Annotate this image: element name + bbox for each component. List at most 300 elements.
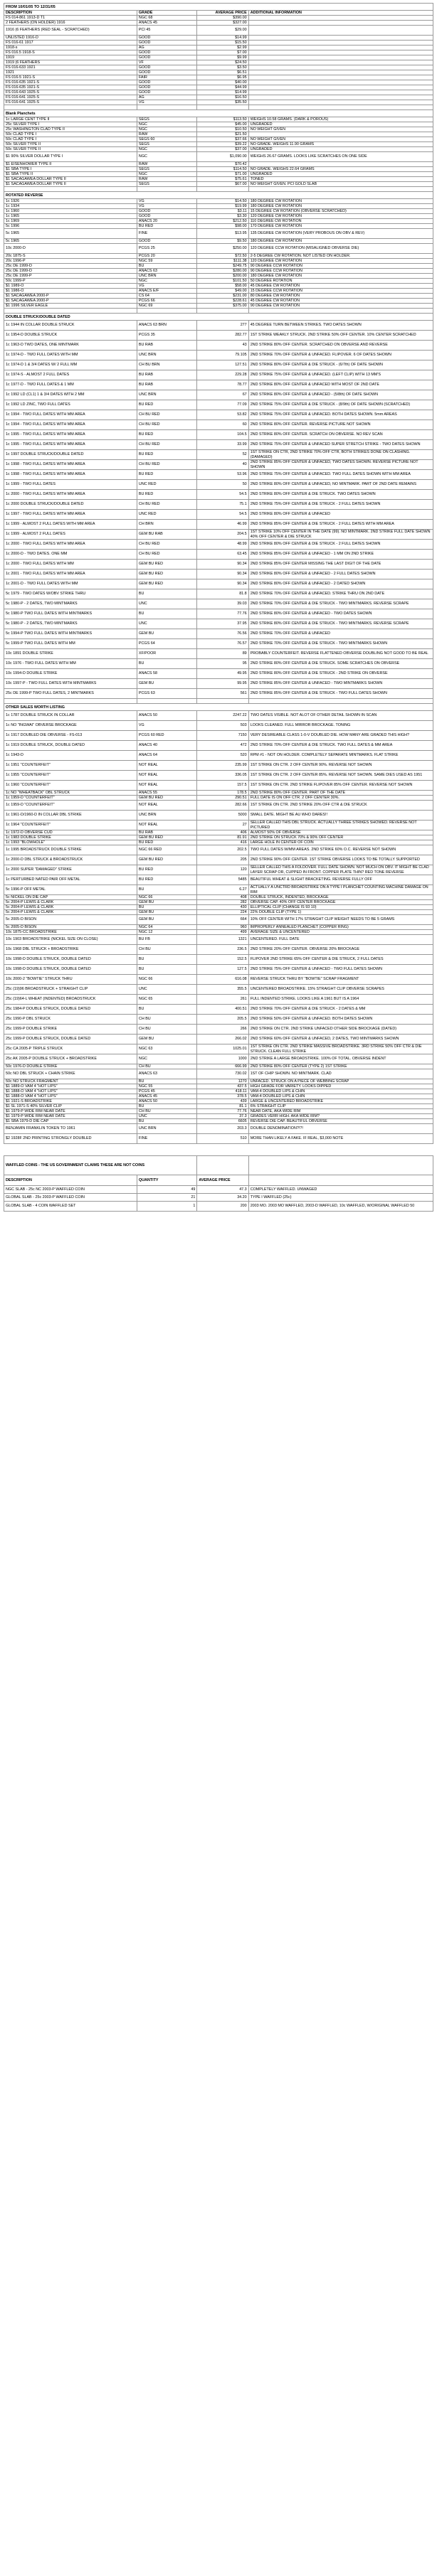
coin-description: 10c 1998-D DOUBLE STRUCK, DOUBLE DATED (4, 955, 137, 965)
average-price: 27 (197, 821, 248, 830)
average-price: $72.50 (197, 254, 248, 259)
average-price: $14.99 (197, 90, 248, 95)
table-row (4, 55, 433, 60)
coin-grade: CH BU RED (137, 540, 196, 550)
waffled-description: GLOBAL SLAB - 4 COIN WAFFLED SET (4, 1202, 137, 1212)
average-price: 152.5 (197, 955, 248, 965)
coin-description: 10c 2000-D (4, 244, 137, 254)
coin-description: 1c 2000-D DBL STRUCK & BROADSTRUCK (4, 855, 137, 865)
coin-description: 1c NO "INGWAI" OBVERSE BROCKAGE (4, 721, 137, 731)
average-price: $2.99 (197, 46, 248, 50)
coin-description: 1c 1963-D TWO DATES, ONE MINTMARK (4, 341, 137, 351)
coin-description: 1c 1954-D DOUBLE STRUCK (4, 331, 137, 341)
coin-grade: NOT REAL (137, 801, 196, 811)
waffled-header-description: DESCRIPTION (4, 1175, 137, 1186)
additional-info: 120 DEGREE CW ROTATION (248, 259, 433, 264)
additional-info: 170 DEGREE CW ROTATION (248, 224, 433, 229)
table-row (4, 1119, 433, 1124)
additional-info: UNFACED. STRUCK ON A PIECE OF WEBBING SCRAP (248, 1079, 433, 1084)
additional-info: SELLER CALLED THIS A FOLDOVER. FULL DATE SHOWN. NOT MUCH ON OBV. IT MIGHT BE CLAD LAYER SCRAP OR, CUPPED IN FRONT. COPPER PLATE THIN? RED TONE REVERSE (248, 865, 433, 875)
additional-info: MORE THAN LIKELY A FAKE. IF REAL, $3,000 NOTE (248, 1134, 433, 1144)
header-description: DESCRIPTION (4, 11, 137, 16)
additional-info: SMALL DATE. MIGHT BE AU WHO DARES!! (248, 811, 433, 821)
coin-grade: ANACS 50 (137, 1099, 196, 1104)
additional-info: 90 DEGREE CW ROTATION (248, 304, 433, 309)
coin-grade: UNC (137, 985, 196, 995)
coin-description: 25c WASHINGTON CLAD TYPE II (4, 127, 137, 132)
coin-grade: SEGS (137, 142, 196, 147)
coin-grade: CH BU (137, 1064, 196, 1069)
waffled-header-quantity: QUANTITY (137, 1175, 196, 1186)
average-price: $231.00 (197, 294, 248, 299)
coin-description: 25c SILVER TYPE I (4, 122, 137, 127)
coin-grade: ANACS 20 (137, 219, 196, 224)
table-row (4, 224, 433, 229)
coin-description: FS 016-635 1921-S (4, 80, 137, 85)
table-row (4, 721, 433, 731)
coin-description: 25c 1999-P DOUBLE STRUCK, DOUBLE DATED (4, 1035, 137, 1044)
additional-info: 2ND STRIKE 85% OFF CENTER & DIE STRUCK - TWO FULL DATES SHOWN (248, 689, 433, 699)
coin-grade: CH BU RED (137, 440, 196, 450)
coin-grade: ANACS E/F (137, 289, 196, 294)
table-row (4, 1104, 433, 1109)
average-price: $10.50 (197, 127, 248, 132)
coin-description: 1c 1960 "COUNTERFEIT" (4, 781, 137, 791)
average-price: 416 (197, 840, 248, 845)
coin-description: 1c 1959-D "COUNTERFEIT" (4, 796, 137, 801)
additional-info: 2ND STRIKE 85% OFF CENTER MISSING THE LAST DIGIT OF THE DATE (248, 560, 433, 570)
additional-info: WEIGHS 26.67 GRAMS. LOOKS LIKE SCRATCHES ON ONE SIDE (248, 152, 433, 162)
additional-info: UNCENTERED. FULL DATE (248, 935, 433, 945)
additional-info: REVERSE STRUCK THRU BY "BOWTIE" SCRAP FRAGMENT (248, 975, 433, 985)
average-price: 33.99 (197, 440, 248, 450)
coin-grade: PCGS 60 RED (137, 731, 196, 741)
coin-grade: NGC 66 (137, 895, 196, 900)
table-row (4, 219, 433, 224)
coin-grade: BU (137, 955, 196, 965)
coin-description: 1c 1998 - TWO FULL DATES WITH MM AREA (4, 460, 137, 470)
table-row (4, 199, 433, 204)
average-price: $1,090.00 (197, 152, 248, 162)
coin-grade: ANACS 45 (137, 1094, 196, 1099)
coin-description: 1916 (6 FEATHERS (RED SEAL - SCRATCHED) (4, 26, 137, 36)
coin-grade: NGC 55 (137, 1084, 196, 1089)
additional-info: 2ND STRIKE 75% OFF CENTER & UNFACED. (LEFT CLIP) WITH 13 MM'S (248, 370, 433, 380)
additional-info: AVERAGE SIZE & UNCENTERED (248, 930, 433, 935)
additional-info: FLIPOVER 2ND STRIKE 65% OFF CENTER & DIE STRUCK, 2 FULL DATES (248, 955, 433, 965)
coin-description: FS 016-633 1921 (4, 65, 137, 70)
coin-description: 1c 2001 - TWO FULL DATES WITH MM AREA (4, 570, 137, 579)
coin-description: $1 SBA 1979-D DIE CAP (4, 1119, 137, 1124)
average-price: 1025.01 (197, 1044, 248, 1054)
average-price: 63.45 (197, 550, 248, 560)
table-row (4, 331, 433, 341)
additional-info: 1ST STRIKE ON CTR. 2ND STRIKE 20% OFF CTR & DIE STRUCK (248, 801, 433, 811)
table-row (4, 1124, 433, 1134)
average-price: 666.99 (197, 1064, 248, 1069)
coin-grade: BU (137, 885, 196, 895)
coin-grade: XF/POOR (137, 649, 196, 659)
additional-info: NEAR DATE, AKA WIDE RIM (248, 1109, 433, 1114)
table-row (4, 1114, 433, 1119)
coin-grade: NGC (137, 147, 196, 152)
additional-info: 1ST STRIKE WEAKLY STRUCK. 2ND STRIKE 50% OFF CENTER. 10% CENTER SCRATCHED (248, 331, 433, 341)
average-price: 266 (197, 1025, 248, 1035)
waffled-header-price: AVERAGE PRICE (197, 1175, 248, 1186)
average-price: $24.50 (197, 60, 248, 65)
average-price: $200.00 (197, 274, 248, 279)
average-price: 89 (197, 649, 248, 659)
table-row (4, 127, 433, 132)
additional-info: 1ST STRIKE ON CTR. 2 OFF CENTER 90%. REVERSE NOT SHOWN (248, 761, 433, 771)
average-price: 408 (197, 895, 248, 900)
coin-description: $1 1996 SILVER EAGLE (4, 304, 137, 309)
average-price: $3.30 (197, 214, 248, 219)
coin-grade: NGC (137, 1054, 196, 1064)
table-row (4, 70, 433, 75)
coin-description: 10c 1994-D DOUBLE STRIKE (4, 669, 137, 679)
average-price: 99.95 (197, 679, 248, 689)
additional-info: 90 DEGREE CCW ROTATION (248, 269, 433, 274)
table-row (4, 679, 433, 689)
average-price: $98.00 (197, 224, 248, 229)
coin-grade: CH BRN (137, 520, 196, 530)
additional-info: 2ND STRIKE 70% OFF CENTER & DIE STRUCK - 2 DATES & MM (248, 1005, 433, 1015)
waffled-info: 2003 MO. 2003 MO WAFFLED, 2003-D WAFFLED, 10c WAFFLED, W/ORIGINAL WAFFLED 50 (248, 1202, 433, 1212)
coin-description: 1c 1994 - TWO FULL DATES WITH MM AREA (4, 410, 137, 420)
waffled-info: TYPE I WAFFLED (25c) (248, 1194, 433, 1202)
coin-description: FS 016-643 1925-S (4, 90, 137, 95)
additional-info (248, 16, 433, 21)
additional-info: 2ND STRIKE 85% OFF CENTER & DIE STRUCK - 2 FULL DATES WITH MM AREA (248, 520, 433, 530)
table-row (4, 294, 433, 299)
table-row (4, 791, 433, 796)
coin-description: 5c 2005-D BISON (4, 915, 137, 925)
coin-grade: GOOD (137, 41, 196, 46)
average-price: 282.66 (197, 801, 248, 811)
coin-description: 50c CLAD TYPE I (4, 132, 137, 137)
coin-description: FS 016.5 1918-S (4, 50, 137, 55)
additional-info (248, 90, 433, 95)
table-row (4, 450, 433, 460)
coin-description: 1c 1959-D "COUNTERFEIT" (4, 801, 137, 811)
coin-grade: CH BU RED (137, 460, 196, 470)
table-row (4, 550, 433, 560)
average-price: 205 (197, 855, 248, 865)
average-price: 43 (197, 341, 248, 351)
additional-info: 2ND STRIKE 70% OFF CENTER & UNFACED. STRIKE THRU ON 2ND DATE (248, 589, 433, 599)
table-row (4, 510, 433, 520)
table-row (4, 1025, 433, 1035)
coin-grade: CS 64 (137, 294, 196, 299)
average-price: 266.02 (197, 1035, 248, 1044)
coin-description: 1c 1926 (4, 199, 137, 204)
coin-grade: GOOD (137, 80, 196, 85)
additional-info: UNGRADED (248, 147, 433, 152)
average-price: $49.00 (197, 289, 248, 294)
table-row (4, 530, 433, 540)
average-price: 37.3 (197, 1114, 248, 1119)
additional-info: 45 DEGREE TURN BETWEEN STRIKES. TWO DATES SHOWN (248, 321, 433, 331)
additional-info (248, 50, 433, 55)
additional-info: 2ND STRIKE 80% OFF CENTER & DIE STRUCK - TWO MINTMARKS. REVERSE SCRAPE (248, 619, 433, 629)
coin-description: 5c 1980-P - 2 DATES, TWO MINTMARKS (4, 619, 137, 629)
coin-grade: NGC 12 (137, 930, 196, 935)
coin-description: 10c 1891 DOUBLE STRIKE (4, 649, 137, 659)
coin-description: 5c 1979 - TWO DATES W/OBV STRIKE THRU (4, 589, 137, 599)
average-price: 204.5 (197, 530, 248, 540)
table-row (4, 85, 433, 90)
additional-info: HIGH GRADE FOR VARIETY. LOOKS DIPPED (248, 1084, 433, 1089)
table-row (4, 470, 433, 480)
table-row (4, 1069, 433, 1079)
table-row (4, 731, 433, 741)
coin-description: $1 SL 1971-S 40% SILVER CLIP (4, 1104, 137, 1109)
coin-grade: UNC RED (137, 510, 196, 520)
average-price: 40 (197, 460, 248, 470)
coin-description: UNLISTED 1916-D (4, 36, 137, 41)
coin-grade: BU RED (137, 875, 196, 885)
additional-info: 2-5 DEGREE CW ROTATION. NOT LISTED ON HOLDER. (248, 254, 433, 259)
coin-description: FS 014-861 1913-D T1 (4, 16, 137, 21)
section-spacer (4, 187, 433, 192)
additional-info: 2ND STRIKE 80% OFF CENTER. PART OF THE DATE (248, 791, 433, 796)
coin-grade: GEM BU RED (137, 796, 196, 801)
coin-grade: GOOD (137, 85, 196, 90)
coin-grade: BU (137, 1079, 196, 1084)
additional-info (248, 80, 433, 85)
coin-description: BENJAMIN FRANKLIN TOKEN TO 1961 (4, 1124, 137, 1134)
additional-info: 2ND STRIKE 85% OFF CENTER & UNFACED - 1 MM ON 2ND STRIKE (248, 550, 433, 560)
additional-info: 180 DEGREE CW ROTATION (248, 199, 433, 204)
coin-description: 1c 1787 DOUBLE STRUCK IN COLLAR (4, 711, 137, 721)
additional-info: 2ND STRIKE 80% OFF CENTER & DIE STRUCK - 2 FULL DATES SHOWN (248, 540, 433, 550)
waffled-title-row (4, 1156, 433, 1175)
coin-grade: GOOD (137, 70, 196, 75)
table-row (4, 930, 433, 935)
table-row (4, 204, 433, 209)
average-price: $19.99 (197, 204, 248, 209)
average-price: 90.34 (197, 579, 248, 589)
average-price: 6605 (197, 1119, 248, 1124)
additional-info: UNGRADED (248, 172, 433, 177)
table-row (4, 840, 433, 845)
average-price: $9.99 (197, 55, 248, 60)
coin-description: 25c DE 1999-D (4, 264, 137, 269)
coin-grade: NGC 65 (137, 995, 196, 1005)
table-row (4, 895, 433, 900)
average-price: 104.5 (197, 430, 248, 440)
additional-info: 2ND STRIKE 80% OFF CENTER & UNFACED - 2 FULL DATES SHOWN (248, 570, 433, 579)
additional-info: PROBABLY COUNTERFEIT. REVERSE FLATTENED OBVERSE DOUBLING NOT GOOD TO BE REAL (248, 649, 433, 659)
table-row (4, 50, 433, 55)
additional-info: DOUBLE DENOMINATION?!?! (248, 1124, 433, 1134)
coin-description: 1c 1934 (4, 204, 137, 209)
coin-grade: GEM BU RAB (137, 530, 196, 540)
coin-grade: BU RED (137, 400, 196, 410)
coin-description: 50c 1976-D DOUBLE STRIKE (4, 1064, 137, 1069)
average-price: $14.99 (197, 36, 248, 41)
table-row (4, 500, 433, 510)
average-price: 960 (197, 925, 248, 930)
additional-info: 2ND STRIKE 20% OFF CENTER. OBVERSE 20% BROCKAGE (248, 945, 433, 955)
average-price: $327.00 (197, 21, 248, 26)
waffled-quantity: 49 (137, 1186, 196, 1194)
average-price: 277 (197, 321, 248, 331)
average-price: $113.50 (197, 117, 248, 122)
average-price: 406 (197, 830, 248, 835)
coin-description: 1c 1964 "COUNTERFEIT" (4, 821, 137, 830)
coin-description: 5c 1965 (4, 229, 137, 239)
coin-grade: PCGS 64 (137, 639, 196, 649)
table-row (4, 351, 433, 360)
average-price: 77.76 (197, 1109, 248, 1114)
coin-grade: PCI 45 (137, 26, 196, 36)
coin-description: FS 016-635 1921-S (4, 85, 137, 90)
table-row (4, 599, 433, 609)
average-price: 53.96 (197, 470, 248, 480)
coin-description: $1 1979-P WIDE RIM NEAR DATE (4, 1114, 137, 1119)
table-row (4, 36, 433, 41)
table-row (4, 117, 433, 122)
coin-grade: NOT REAL (137, 761, 196, 771)
coin-grade: GEM BU (137, 910, 196, 915)
coin-description: 25c AK 2005-P DOUBLE STRUCK + BROADSTRIKE (4, 1054, 137, 1064)
additional-info (248, 55, 433, 60)
coin-grade: GOOD (137, 65, 196, 70)
additional-info: 90 DEGREE CCW ROTATION (248, 264, 433, 269)
average-price: 5000 (197, 811, 248, 821)
waffled-quantity: 21 (137, 1194, 196, 1202)
section-title: Blank Planchets (4, 110, 433, 117)
coin-grade: BU RED (137, 470, 196, 480)
coin-grade: CH BU RED (137, 420, 196, 430)
coin-description: 1c 1955 "COUNTERFEIT" (4, 771, 137, 781)
table-row (4, 259, 433, 264)
coin-description: $1 90% SILVER DOLLAR TYPE I (4, 152, 137, 162)
coin-grade: NGC 59 (137, 259, 196, 264)
coin-grade: RAW (137, 132, 196, 137)
coin-description: 1c LARGE CENT TYPE II (4, 117, 137, 122)
average-price: 79.105 (197, 351, 248, 360)
coin-grade: BU RED (137, 490, 196, 500)
header-average-price: AVERAGE PRICE (197, 11, 248, 16)
coin-description: 1c 1994 - TWO FULL DATES WITH MM AREA (4, 420, 137, 430)
additional-info: 15 DEGREE CW ROTATION (OBVERSE SCRATCHED) (248, 209, 433, 214)
average-price: 157.5 (197, 781, 248, 791)
coin-grade: GOOD (137, 50, 196, 55)
table-row (4, 440, 433, 450)
coin-grade: BU (137, 965, 196, 975)
average-price: $37.66 (197, 137, 248, 142)
coin-grade: VG (137, 284, 196, 289)
coin-description: $1 SACAGAWEA DOLLAR TYPE II (4, 182, 137, 187)
coin-description: 25c DE 1999-D (4, 269, 137, 274)
additional-info: 2ND STRIKE 80% OFF CENTER & UNFACED, NO MINTMARK. PART OF 2ND DATE REMAINS (248, 480, 433, 490)
additional-info: NO GRADE. WEIGHS 11.90 GRAMS (248, 142, 433, 147)
coin-grade: ANACS 64 (137, 751, 196, 761)
additional-info: 2ND STRIKE 75% OFF CENTER & DIE STRUCK - 2 FULL DATES SHOWN (248, 500, 433, 510)
coin-description: 25c 1990-P DBL STRUCK (4, 1015, 137, 1025)
coin-description: 1c 1944 IN COLLAR DOUBLE STRUCK (4, 321, 137, 331)
coin-description: 1c 1965 (4, 214, 137, 219)
coin-description: 10c 1903 BROADSTRIKE (NICKEL SIZE ON CLOSE) (4, 935, 137, 945)
coin-description: 1919 (6 FEATHERS (4, 60, 137, 65)
table-row (4, 900, 433, 905)
coin-grade: NOT REAL (137, 821, 196, 830)
coin-description: 25c 1999-P DOUBLE STRIKE (4, 1025, 137, 1035)
average-price: $35.50 (197, 100, 248, 105)
average-price: 90.34 (197, 560, 248, 570)
coin-description: 5c 2005-D BISON (4, 925, 137, 930)
coin-description: 5c 1980-P - 2 DATES, TWO MINTMARKS (4, 599, 137, 609)
average-price: 261 (197, 995, 248, 1005)
average-price: $228.61 (197, 299, 248, 304)
average-price: $3.11 (197, 209, 248, 214)
average-price: $280.00 (197, 269, 248, 274)
coin-grade: BU (137, 659, 196, 669)
coin-grade: BU RAB (137, 370, 196, 380)
average-price: 355.5 (197, 985, 248, 995)
coin-description: 50c 1999-P (4, 279, 137, 284)
average-price: 203.3 (197, 1124, 248, 1134)
average-price: 81.1 (197, 1104, 248, 1109)
coin-grade: FAIR (137, 75, 196, 80)
table-row (4, 639, 433, 649)
coin-description: 1c 1974-D - TWO FULL DATES WITH MM (4, 351, 137, 360)
coin-description: 25c DE 1999-P TWO FULL DATES, 2 MINTMARKS (4, 689, 137, 699)
coin-grade: BU RED (137, 865, 196, 875)
coin-grade: GOOD (137, 214, 196, 219)
average-price: 81.8 (197, 589, 248, 599)
average-price: 52 (197, 450, 248, 460)
average-price: 205.5 (197, 1015, 248, 1025)
additional-info: ACTUALLY A UNCTRD BROADSTRIKE ON A TYPE I PLANCHET COUNTING MACHINE DAMAGE ON RIM (248, 885, 433, 895)
coin-description: 1c 1995 BROADSTRUCK DOUBLE STRIKE (4, 845, 137, 855)
coin-grade: NGC (137, 152, 196, 162)
section-title-row (4, 314, 433, 321)
coin-description: 20c 1996-P (4, 259, 137, 264)
table-row (4, 460, 433, 470)
table-row (4, 90, 433, 95)
table-row (4, 274, 433, 279)
average-price: 54.5 (197, 510, 248, 520)
coin-grade: NGC (137, 279, 196, 284)
coin-grade: GOOD (137, 55, 196, 60)
header-grade: GRADE (137, 11, 196, 16)
additional-info: 6% STRAIGHT CLIP (248, 1104, 433, 1109)
average-price: 90.34 (197, 570, 248, 579)
additional-info: 120 DEGREE CW ROTATION (248, 214, 433, 219)
table-row (4, 659, 433, 669)
coin-description: 10c 1968 DBL STRUCK + BROADSTRIKE (4, 945, 137, 955)
coin-grade: GEM BU (137, 915, 196, 925)
additional-info (248, 65, 433, 70)
average-price: $67.00 (197, 182, 248, 187)
table-row (4, 254, 433, 259)
coin-description: 1c 1983 DOUBLE STRIKE (4, 835, 137, 840)
coin-description: 1c 1974-D 1 & 3/4 DATES W/ 2 FULL MM (4, 360, 137, 370)
coin-description: 5c 1965 (4, 239, 137, 244)
coin-grade: ANACS 63 BRN (137, 321, 196, 331)
table-row (4, 430, 433, 440)
coin-grade: NGC 66 RED (137, 845, 196, 855)
coin-description: 1c 1969 (4, 219, 137, 224)
coin-grade: CH BU RED (137, 500, 196, 510)
coin-grade: ANACS 40 (137, 741, 196, 751)
coin-description: 5c 1996 (4, 224, 137, 229)
coin-grade: ANACS 55 (137, 791, 196, 796)
